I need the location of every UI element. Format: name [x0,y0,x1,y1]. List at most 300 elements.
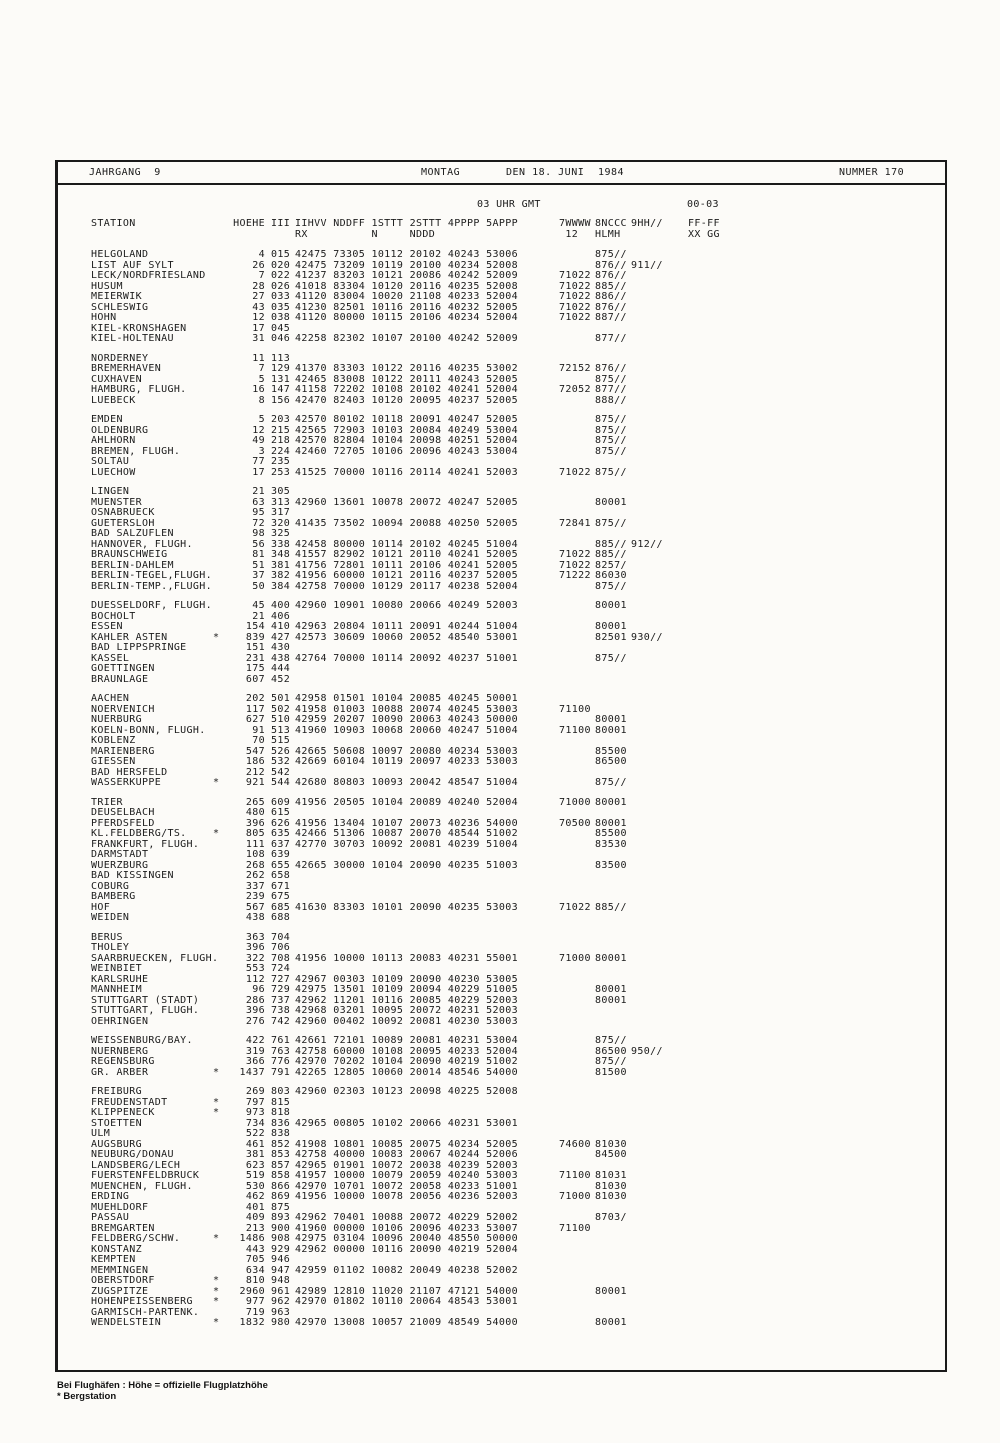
group-9hh-value [631,1161,675,1172]
bergstation-marker [213,664,223,675]
table-row [91,519,945,530]
hoehe-value: 286 [245,994,265,1006]
station-name: ESSEN [91,621,123,632]
table-row [91,1140,945,1151]
col-9hh: 9HH// [631,218,663,229]
obs-groups: 42975 03104 10096 20040 48550 50000 [295,1233,518,1244]
ff-value [675,436,945,447]
hoehe-value: 530 [245,1180,265,1192]
station-id: 215 [271,424,291,436]
group-8nccc-value: 885// [595,549,627,560]
station-name: LUECHOW [91,466,136,478]
station-name: LANDSBERG/LECH [91,1159,181,1171]
obs-groups [295,1098,559,1109]
table-row [91,913,945,924]
hoehe-value: 77 [252,456,265,467]
bergstation-marker [213,508,223,519]
group-7wwww-value [559,415,595,426]
table-row [91,457,945,468]
bergstation-marker [213,468,223,479]
ff-value [675,715,945,726]
group-8nccc-value [595,882,631,893]
hoehe-value: 1437 [239,1066,265,1078]
ff-value [675,747,945,758]
hoehe-value: 921 [245,777,265,788]
group-7wwww-value [559,985,595,996]
table-row [91,436,945,447]
ff-value [675,550,945,561]
table-row [91,1098,945,1109]
table-row [91,375,945,386]
group-8nccc-value [595,643,631,654]
table-row [91,1036,945,1047]
station-name: MANNHEIM [91,984,142,995]
group-7wwww-value: 72841 [559,517,591,529]
hoehe-value: 519 [245,1170,265,1181]
group-7wwww-value [559,1318,595,1329]
bergstation-marker [213,396,223,407]
col-8nccc: 8NCCC [595,218,627,229]
group-8nccc-value [595,871,631,882]
obs-groups: 42265 12805 10060 20014 48546 54000 [295,1066,518,1078]
ff-value [675,1129,945,1140]
ff-value [675,508,945,519]
obs-groups: 42970 10701 10072 20058 40233 51001 [295,1180,518,1192]
hoehe-value: 2960 [239,1285,265,1297]
station-name: HUSUM [91,280,123,292]
group-8nccc-value [595,694,631,705]
group-8nccc-value: 81500 [595,1066,627,1078]
table-row [91,364,945,375]
table-row [91,1119,945,1130]
obs-groups [295,892,559,903]
bergstation-marker [213,1087,223,1098]
table-row [91,933,945,944]
station-name: BAD KISSINGEN [91,870,174,881]
obs-groups: 41370 83303 10122 20116 40235 53002 [295,363,518,374]
ff-value [675,303,945,314]
bergstation-marker: * [213,1233,220,1244]
station-name: BREMERHAVEN [91,363,162,374]
table-row [91,1192,945,1203]
group-7wwww-value: 71022 [559,901,591,913]
ff-value [675,808,945,819]
ff-value [675,654,945,665]
station-name: NORDERNEY [91,352,149,364]
table-row [91,447,945,458]
group-8nccc-value: 885// [595,901,627,913]
group-7wwww-value [559,529,595,540]
group-9hh-value [631,882,675,893]
group-9hh-value [631,850,675,861]
station-id: 338 [271,538,291,550]
hoehe-value: 212 [245,766,265,778]
station-id: 131 [271,373,291,385]
ff-value [675,903,945,914]
group-8nccc-value: 875// [595,445,627,457]
hoehe-value: 797 [245,1096,265,1108]
group-8nccc-value: 80001 [595,952,627,964]
group-9hh-value [631,975,675,986]
ff-value [675,633,945,644]
obs-groups: 41960 00000 10106 20096 40233 53007 [295,1222,518,1234]
station-name: STUTTGART, FLUGH. [91,1005,200,1016]
ff-value [675,933,945,944]
issue-number-label: NUMMER 170 [839,167,905,178]
table-row [91,633,945,644]
document-frame [55,160,947,1372]
station-id: 156 [271,394,291,406]
table-row [91,292,945,303]
group-8nccc-value [595,457,631,468]
group-8nccc-value: 80001 [595,984,627,995]
group-8nccc-value [595,1297,631,1308]
ff-value [675,324,945,335]
bergstation-marker [213,540,223,551]
station-name: KONSTANZ [91,1243,142,1255]
group-7wwww-value [559,1213,595,1224]
station-name: MEIERWIK [91,291,142,302]
group-8nccc-value [595,1087,631,1098]
obs-groups: 41237 83203 10121 20086 40242 52009 [295,270,518,281]
table-row [91,415,945,426]
hoehe-value: 547 [245,745,265,757]
station-name: BRAUNLAGE [91,673,149,685]
group-9hh-value [631,303,675,314]
group-8nccc-value [595,913,631,924]
station-name: WEINBIET [91,963,142,974]
table-row [91,303,945,314]
bergstation-marker [213,726,223,737]
group-8nccc-value: 886// [595,291,627,302]
station-name: MEMMINGEN [91,1264,149,1276]
group-8nccc-value [595,1119,631,1130]
group-7wwww-value: 71022 [559,549,591,560]
bergstation-marker: * [213,1066,220,1078]
station-name: BAD SALZUFLEN [91,528,174,539]
obs-groups [295,850,559,861]
group-9hh-value [631,550,675,561]
group-7wwww-value [559,457,595,468]
hoehe-value: 627 [245,714,265,725]
obs-groups: 41956 13404 10107 20073 40236 54000 [295,817,518,829]
group-8nccc-value: 81030 [595,1191,627,1202]
obs-groups: 42573 30609 10060 20052 48540 53001 [295,631,518,643]
group-9hh-value [631,601,675,612]
table-row [91,1182,945,1193]
obs-groups: 42458 80000 10114 20102 40245 51004 [295,538,518,550]
hoehe-value: 50 [252,580,265,592]
table-row [91,1308,945,1319]
ff-value [675,1192,945,1203]
group-9hh-value [631,996,675,1007]
group-7wwww-value: 74600 [559,1138,591,1150]
station-id: 658 [271,870,291,881]
station-name: AUGSBURG [91,1138,142,1150]
bergstation-marker [213,933,223,944]
bergstation-marker [213,250,223,261]
bergstation-marker [213,282,223,293]
station-name: GUETERSLOH [91,517,155,529]
station-name: ULM [91,1128,111,1139]
group-9hh-value [631,468,675,479]
group-9hh-value [631,375,675,386]
station-id: 626 [271,817,291,829]
bergstation-marker [213,1171,223,1182]
station-name: WEISSENBURG/BAY. [91,1035,193,1046]
hoehe-value: 5 [258,373,265,385]
bergstation-marker [213,757,223,768]
obs-groups: 41958 01003 10088 20074 40245 53003 [295,703,518,715]
group-7wwww-value [559,250,595,261]
group-9hh-value [631,364,675,375]
bergstation-marker [213,705,223,716]
station-id: 671 [271,880,291,892]
group-9hh-value [631,1129,675,1140]
station-name: KEMPTEN [91,1254,136,1265]
col-iii: III [271,218,291,229]
group-8nccc-value: 877// [595,384,627,395]
bergstation-marker [213,1203,223,1214]
group-9hh-value [631,271,675,282]
group-9hh-value [631,954,675,965]
station-id: 704 [271,931,291,943]
bergstation-marker: * [213,1285,220,1297]
bergstation-marker [213,1150,223,1161]
bergstation-marker [213,313,223,324]
group-7wwww-value [559,447,595,458]
table-row [91,715,945,726]
obs-groups [295,1255,559,1266]
group-8nccc-value: 82501 [595,631,627,643]
obs-groups: 42470 82403 10120 20095 40237 52005 [295,394,518,406]
group-8nccc-value: 875// [595,466,627,478]
table-row [91,840,945,851]
station-id: 444 [271,663,291,674]
group-9hh-value [631,447,675,458]
bergstation-marker [213,334,223,345]
group-7wwww-value: 71100 [559,1170,591,1181]
group-9hh-value [631,943,675,954]
obs-groups: 42959 01102 10082 20049 40238 52002 [295,1264,518,1276]
obs-groups: 42962 00000 10116 20090 40219 52004 [295,1243,518,1255]
bergstation-marker [213,303,223,314]
bergstation-marker [213,1047,223,1058]
station-id: 113 [271,352,291,364]
obs-groups [295,457,559,468]
station-id: 852 [271,1138,291,1150]
station-id: 313 [271,496,291,508]
hoehe-value: 111 [245,838,265,850]
station-id: 815 [271,1096,291,1108]
col-ff: FF-FF [688,218,720,229]
obs-groups: 42960 13601 10078 20072 40247 52005 [295,496,518,508]
group-7wwww-value: 71000 [559,796,591,808]
ff-value [675,385,945,396]
group-8nccc-value: 80001 [595,994,627,1006]
table-row [91,250,945,261]
group-7wwww-value [559,1266,595,1277]
bergstation-marker [213,447,223,458]
footnote-airport-height: Bei Flughäfen : Höhe = offizielle Flugplatzhöhe [57,1380,268,1391]
station-id: 381 [271,559,291,571]
hoehe-value: 21 [252,486,265,497]
ff-value [675,768,945,779]
bergstation-marker [213,498,223,509]
station-name: LECK/NORDFRIESLAND [91,270,206,281]
group-9hh-value [631,1192,675,1203]
station-id: 305 [271,486,291,497]
table-row [91,1150,945,1161]
group-9hh-value [631,1098,675,1109]
col-12: 12 [559,228,579,240]
obs-groups: 42975 13501 10109 20094 40229 51005 [295,984,518,995]
station-id: 706 [271,942,291,953]
obs-groups: 41230 82501 10116 20116 40232 52005 [295,301,518,313]
station-group [91,933,945,1028]
group-7wwww-value [559,964,595,975]
hoehe-value: 117 [245,703,265,715]
obs-groups: 41956 10000 10113 20083 40231 55001 [295,952,518,964]
obs-groups: 42466 51306 10087 20070 48544 51002 [295,828,518,839]
station-id: 963 [271,1306,291,1318]
station-name: FREIBURG [91,1086,142,1097]
table-row [91,1255,945,1266]
group-8nccc-value [595,1276,631,1287]
obs-groups: 41525 70000 10116 20114 40241 52003 [295,466,518,478]
table-row [91,1068,945,1079]
hoehe-value: 239 [245,891,265,902]
group-7wwww-value [559,808,595,819]
ff-value [675,675,945,686]
col-blank [223,230,265,241]
station-id: 253 [271,466,291,478]
station-id: 615 [271,807,291,818]
bergstation-marker [213,487,223,498]
station-id: 033 [271,291,291,302]
group-8nccc-value [595,933,631,944]
obs-groups: 42968 03201 10095 20072 40231 52003 [295,1005,518,1016]
group-7wwww-value: 71022 [559,466,591,478]
bergstation-marker [213,1057,223,1068]
station-name: KIEL-HOLTENAU [91,333,174,344]
hoehe-value: 422 [245,1035,265,1046]
bergstation-marker [213,1245,223,1256]
station-name: OBERSTDORF [91,1275,155,1286]
table-row [91,1047,945,1058]
station-group [91,1036,945,1078]
group-8nccc-value [595,529,631,540]
bergstation-marker [213,736,223,747]
group-7wwww-value [559,1047,595,1058]
group-7wwww-value [559,508,595,519]
station-id: 026 [271,280,291,292]
ff-value [675,282,945,293]
table-row [91,654,945,665]
station-id: 348 [271,549,291,560]
group-9hh-value [631,933,675,944]
group-9hh-value [631,1297,675,1308]
obs-groups: 42960 00402 10092 20081 40230 53003 [295,1015,518,1027]
bergstation-marker: * [213,1275,220,1286]
bergstation-marker [213,612,223,623]
station-id: 858 [271,1170,291,1181]
hoehe-value: 396 [245,817,265,829]
group-8nccc-value: 85500 [595,745,627,757]
group-7wwww-value: 71022 [559,280,591,292]
hoehe-value: 337 [245,880,265,892]
bergstation-marker [213,582,223,593]
station-name: BREMEN, FLUGH. [91,445,181,457]
station-id: 382 [271,570,291,581]
ff-value [675,871,945,882]
hoehe-value: 623 [245,1159,265,1171]
group-8nccc-value: 875// [595,517,627,529]
group-8nccc-value [595,1255,631,1266]
group-8nccc-value: 888// [595,394,627,406]
obs-groups: 42770 30703 10092 20081 40239 51004 [295,838,518,850]
group-8nccc-value: 80001 [595,621,627,632]
group-9hh-value [631,1266,675,1277]
obs-groups: 41158 72202 10108 20102 40241 52004 [295,384,518,395]
group-8nccc-value: 81030 [595,1180,627,1192]
station-id: 038 [271,312,291,323]
bergstation-marker [213,561,223,572]
ff-value [675,1017,945,1028]
bergstation-marker [213,964,223,975]
table-row [91,643,945,654]
ff-value [675,1171,945,1182]
obs-groups: 42970 70202 10104 20090 40219 51002 [295,1056,518,1067]
hoehe-value: 276 [245,1015,265,1027]
group-9hh-value [631,1287,675,1298]
hoehe-value: 21 [252,610,265,622]
group-9hh-value [631,964,675,975]
station-name: KAHLER ASTEN [91,631,168,643]
bergstation-marker [213,550,223,561]
hoehe-value: 56 [252,538,265,550]
hoehe-value: 12 [252,312,265,323]
bergstation-marker [213,324,223,335]
hoehe-value: 480 [245,807,265,818]
group-9hh-value [631,1213,675,1224]
hoehe-value: 396 [245,942,265,953]
station-name: MUENSTER [91,496,142,508]
ff-value [675,664,945,675]
group-9hh-value [631,736,675,747]
group-8nccc-value: 875// [595,1035,627,1046]
station-name: LIST AUF SYLT [91,259,174,271]
station-id: 224 [271,445,291,457]
bergstation-marker [213,1006,223,1017]
group-7wwww-value: 71100 [559,703,591,715]
hoehe-value: 95 [252,507,265,518]
station-id: 947 [271,1264,291,1276]
station-name: WEIDEN [91,912,130,923]
bergstation-marker [213,385,223,396]
station-id: 738 [271,1005,291,1016]
group-9hh-value [631,1171,675,1182]
hoehe-value: 108 [245,849,265,860]
group-8nccc-value: 80001 [595,796,627,808]
group-9hh-value [631,694,675,705]
station-id: 532 [271,756,291,767]
group-8nccc-value [595,964,631,975]
group-9hh-value [631,913,675,924]
bergstation-marker [213,1129,223,1140]
station-name: NUERBURG [91,714,142,725]
station-name: PFERDSFELD [91,817,155,829]
